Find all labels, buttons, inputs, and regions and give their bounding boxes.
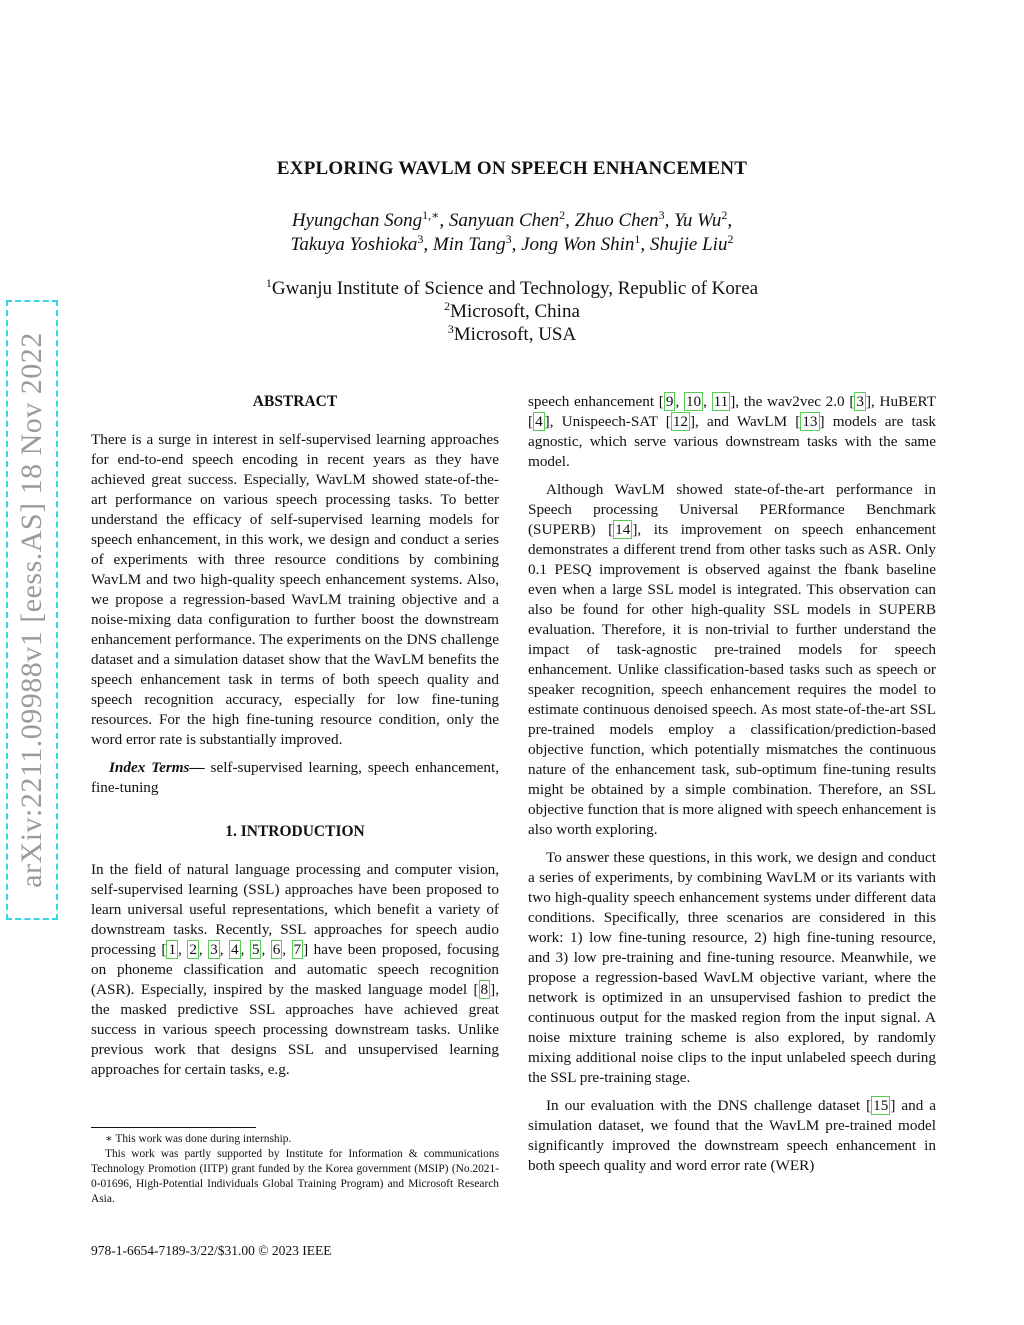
author: Hyungchan Song xyxy=(291,210,423,231)
citation-link[interactable]: 6 xyxy=(272,941,281,958)
citation-link[interactable]: 3 xyxy=(856,393,864,410)
author-affiliation-mark: 3 xyxy=(658,208,665,222)
citation-link[interactable]: 1 xyxy=(168,941,177,958)
author-affiliation-mark: 1 xyxy=(634,232,641,246)
intro-paragraph: In the field of natural language processing and computer vision, self-supervised learning (SSL) approaches have been proposed to learn universal useful representations, which benefit a variety of downstream tasks. Recently, SSL approaches for speech audio processing [ 1 , 2 , 3 , 4 , 5 , 6 , 7 ] have been proposed, focusing on phoneme classification and automatic speech recognition (ASR). Especially, inspired by the masked language model [ 8 ], the masked predictive SSL approaches have achieved great success in various speech processing downstream tasks. Unlike previous work that designs SSL and unsupervised learning approaches for certain tasks, e.g. xyxy=(91,861,500,1078)
citation-link[interactable]: 8 xyxy=(480,981,489,998)
introduction-heading: 1. INTRODUCTION xyxy=(225,823,365,840)
index-terms-text: self-supervised learning, speech enhancement, fine-tuning xyxy=(91,759,499,796)
intro-paragraph: In our evaluation with the DNS challenge dataset [ 15 ] and a simulation dataset, we found that the WavLM pre-trained model significantly improved the downstream speech enhancement in both speech quality and word error rate (WER) xyxy=(528,1097,937,1174)
author: Jong Won Shin xyxy=(521,234,635,255)
author: Sanyuan Chen xyxy=(448,210,560,231)
paper-title: EXPLORING WAVLM ON SPEECH ENHANCEMENT xyxy=(276,158,748,179)
index-terms xyxy=(91,758,499,798)
affiliation: $^1$Gwanju Institute of Science and Technology, Republic of Korea xyxy=(265,276,759,299)
citation-link[interactable]: 15 xyxy=(873,1097,889,1114)
citation-link[interactable]: 14 xyxy=(615,521,631,538)
citation-link[interactable]: 2 xyxy=(189,941,197,958)
arxiv-sidebar-stamp xyxy=(6,300,58,920)
citation-link[interactable]: 4 xyxy=(535,413,543,430)
author-affiliation-mark: 2 xyxy=(559,208,566,222)
abstract-text: There is a surge in interest in self-supervised learning approaches for end-to-end speech encoding in recent years as they have achieved great success. Especially, WavLM showed state-of-the-art performance on various speech processing tasks. To better understand the efficacy of self-supervised learning models for speech enhancement, in this work, we design and conduct a series of experiments with three resource conditions by combining WavLM and two high-quality speech enhancement systems. Also, we propose a regression-based WavLM training objective and a noise-mixing data configuration to further boost the downstream enhancement performance. The experiments on the DNS challenge dataset and a simulation dataset show that the WavLM benefits the speech enhancement task in terms of both speech quality and speech recognition accuracy, especially for low fine-tuning resources. For the high fine-tuning resource condition, only the word error rate is substantially improved. xyxy=(91,431,499,748)
affiliation: $^3$Microsoft, USA xyxy=(447,322,577,345)
intro-paragraph: To answer these questions, in this work, we design and conduct a series of experiments, by combining WavLM or its variants with two high-quality speech enhancement systems under different data conditions. Specifically, three scenarios are considered in this work: 1) low fine-tuning resource, 2) high fine-tuning resource, and 3) low pre-training and fine-tuning resource. Meanwhile, we propose a regression-based WavLM objective variant, where the network is optimized in an unsupervised fashion to predict the continuous output for the masked region from the input signal. A noise mixture training scheme is also explored, by randomly mixing additional noise clips to the input unlabeled speech during the SSL pre-training stage. xyxy=(528,849,936,1086)
abstract-heading: ABSTRACT xyxy=(252,393,338,410)
footnote: ∗ This work was done during internship. xyxy=(105,1133,292,1145)
right-column xyxy=(528,392,936,1184)
citation-link[interactable]: 13 xyxy=(802,413,818,430)
citation-link[interactable]: 7 xyxy=(293,941,302,958)
citation-link[interactable]: 4 xyxy=(231,941,239,958)
author-affiliation-mark: 3 xyxy=(505,232,512,246)
copyright-notice: 978-1-6654-7189-3/22/$31.00 © 2023 IEEE xyxy=(91,1243,332,1258)
arxiv-identifier[interactable]: arXiv:2211.09988v1 [eess.AS] 18 Nov 2022 xyxy=(15,332,48,888)
author: Zhuo Chen xyxy=(574,210,659,231)
citation-link[interactable]: 5 xyxy=(251,941,260,958)
citation-link[interactable]: 12 xyxy=(672,413,688,430)
author: Takuya Yoshioka xyxy=(290,234,418,255)
author: Shujie Liu xyxy=(649,234,728,255)
citation-link[interactable]: 3 xyxy=(210,941,218,958)
author-affiliation-mark: 2 xyxy=(727,232,734,246)
intro-paragraph: Although WavLM showed state-of-the-art performance in Speech processing Universal PERformance Benchmark (SUPERB) [ 14 ], its improvement on speech enhancement demonstrates a different trend from other tasks such as ASR. Only 0.1 PESQ improvement is observed against the fbank baseline even when a large SSL model is integrated. This observation can also be found for other high-quality SSL models in SUPERB evaluation. Therefore, it is non-trivial to further understand the impact of task-agnostic pre-trained models for speech enhancement. Unlike classification-based tasks such as speech or speaker recognition, speech enhancement requires the model to estimate continuous denoised speech. As most state-of-the-art SSL pre-trained models employ a classification/prediction-based objective function, which potentially mismatches the continuous nature of the enhancement task, sub-optimum fine-tuning results might be obtained by a simple combination. Therefore, an SSL objective function that is more aligned with speech enhancement is also worth exploring. xyxy=(528,481,937,838)
citation-link[interactable]: 11 xyxy=(713,393,729,410)
author: Yu Wu xyxy=(674,210,722,231)
citation-link[interactable]: 10 xyxy=(685,393,702,410)
author-affiliation-mark: 1,∗ xyxy=(422,208,440,222)
author-affiliation-mark: 3 xyxy=(417,232,424,246)
intro-paragraph-continued: speech enhancement [ 9 , 10 , 11 ], the wav2vec 2.0 [ 3 ], HuBERT [ 4 ], Unispeech-SAT [ 12 ], and WavLM [ 13 ] models are task agnostic, which serve various downstream tasks with the same model. xyxy=(528,393,936,470)
left-column xyxy=(91,392,499,1088)
footnotes xyxy=(91,1132,499,1207)
affiliation: $^2$Microsoft, China xyxy=(444,299,580,322)
author-list: Hyungchan Song$^{1,∗}$, Sanyuan Chen$^2$, Zhuo Chen$^3$, Yu Wu$^2$, Takuya Yoshioka$^3$, Min Tang$^3$, Jong Won Shin$^1$, Shujie Liu$^2$ xyxy=(290,208,734,255)
affiliation-list xyxy=(0,277,1024,346)
index-terms-label: Index Terms— xyxy=(109,759,205,776)
footnote: This work was partly supported by Institute for Information & communications Technology Promotion (IITP) grant funded by the Korea government (MSIP) (No.2021-0-01696, High-Potential Individuals Global Training Program) and Microsoft Research Asia. xyxy=(91,1148,499,1205)
footnote-divider xyxy=(91,1127,256,1128)
citation-link[interactable]: 9 xyxy=(665,393,674,410)
author-affiliation-mark: 2 xyxy=(721,208,728,222)
author: Min Tang xyxy=(432,234,506,255)
